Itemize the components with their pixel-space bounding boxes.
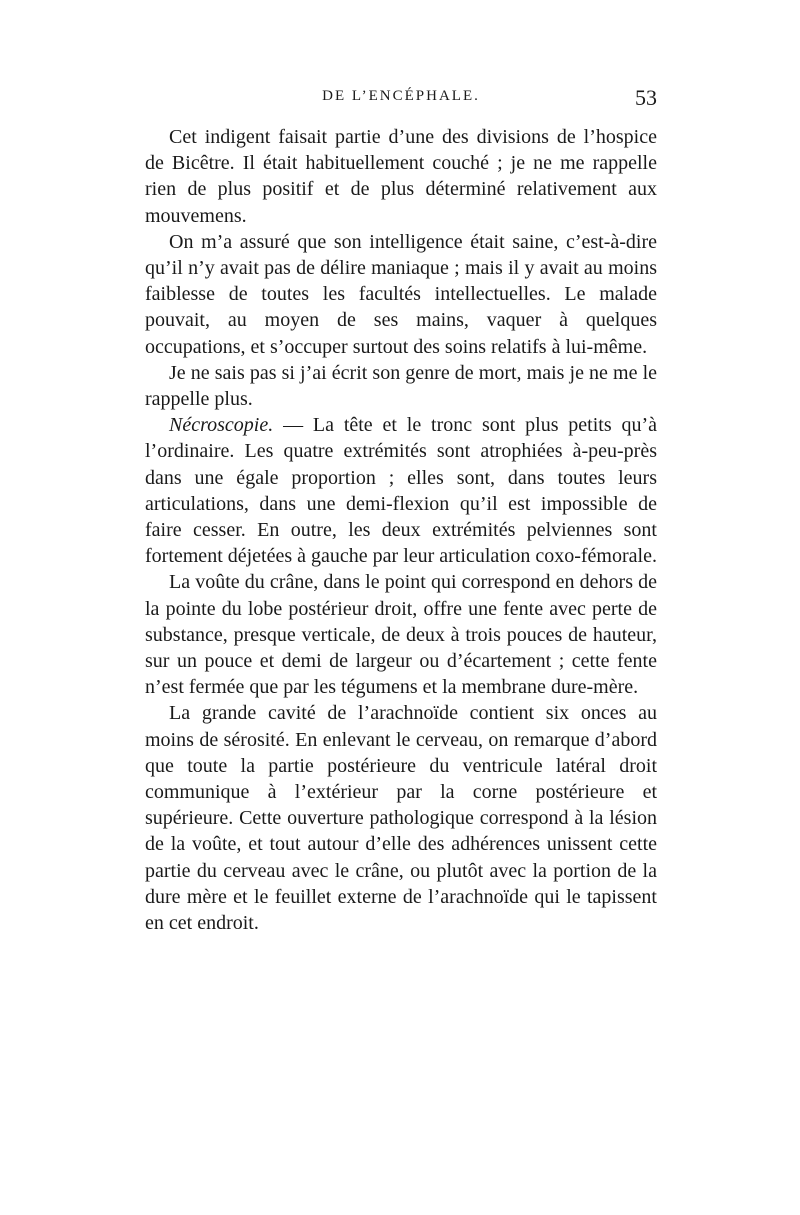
paragraph-5: La voûte du crâne, dans le point qui correspond en dehors de la pointe du lobe postérieur droit, offre une fente avec perte de substance, presque verticale, de deux à trois pouces de hauteur, sur un pouce et demi de largeur ou d’écartement ; cette fente n’est fermée que par les tégumens et la membrane dure-mère. [145, 571, 657, 699]
body-text [145, 124, 657, 936]
page-number: 53 [635, 85, 657, 110]
paragraph-4 [145, 412, 657, 569]
paragraph-2: On m’a assuré que son intelligence était saine, c’est-à-dire qu’il n’y avait pas de délire maniaque ; mais il y avait au moins faiblesse de toutes les facultés intellectuelles. Le malade pouvait, au moyen de ses mains, vaquer à quelques occupations, et s’occuper surtout des soins relatifs à lui-même. [145, 230, 657, 358]
paragraph-4-text: — La tête et le tronc sont plus petits qu’à l’ordinaire. Les quatre extrémités sont atrophiées à-peu-près dans une égale proportion ; elles sont, dans toutes leurs articulations, dans une demi-flexion qu’il est impossible de faire cesser. En outre, les deux extrémités pelviennes sont fortement déjetées à gauche par leur articulation coxo-fémorale. [145, 414, 657, 568]
running-head [145, 85, 657, 118]
running-title: DE L’ENCÉPHALE. [322, 88, 480, 104]
paragraph-6: La grande cavité de l’arachnoïde contient six onces au moins de sérosité. En enlevant le cerveau, on remarque d’abord que toute la partie postérieure du ventricule latéral droit communique à l’extérieur par la corne postérieure et supérieure. Cette ouverture pathologique correspond à la lésion de la voûte, et tout autour d’elle des adhérences unissent cette partie du cerveau avec le crâne, ou plutôt avec la portion de la dure mère et le feuillet externe de l’arachnoïde qui le tapissent en cet endroit. [145, 702, 657, 935]
paragraph-1: Cet indigent faisait partie d’une des divisions de l’hospice de Bicêtre. Il était habituellement couché ; je ne me rappelle rien de plus positif et de plus déterminé relativement aux mouvemens. [145, 126, 657, 227]
paragraph-3: Je ne sais pas si j’ai écrit son genre de mort, mais je ne me le rappelle plus. [145, 361, 657, 411]
necroscopy-label: Nécroscopie. [169, 414, 274, 437]
